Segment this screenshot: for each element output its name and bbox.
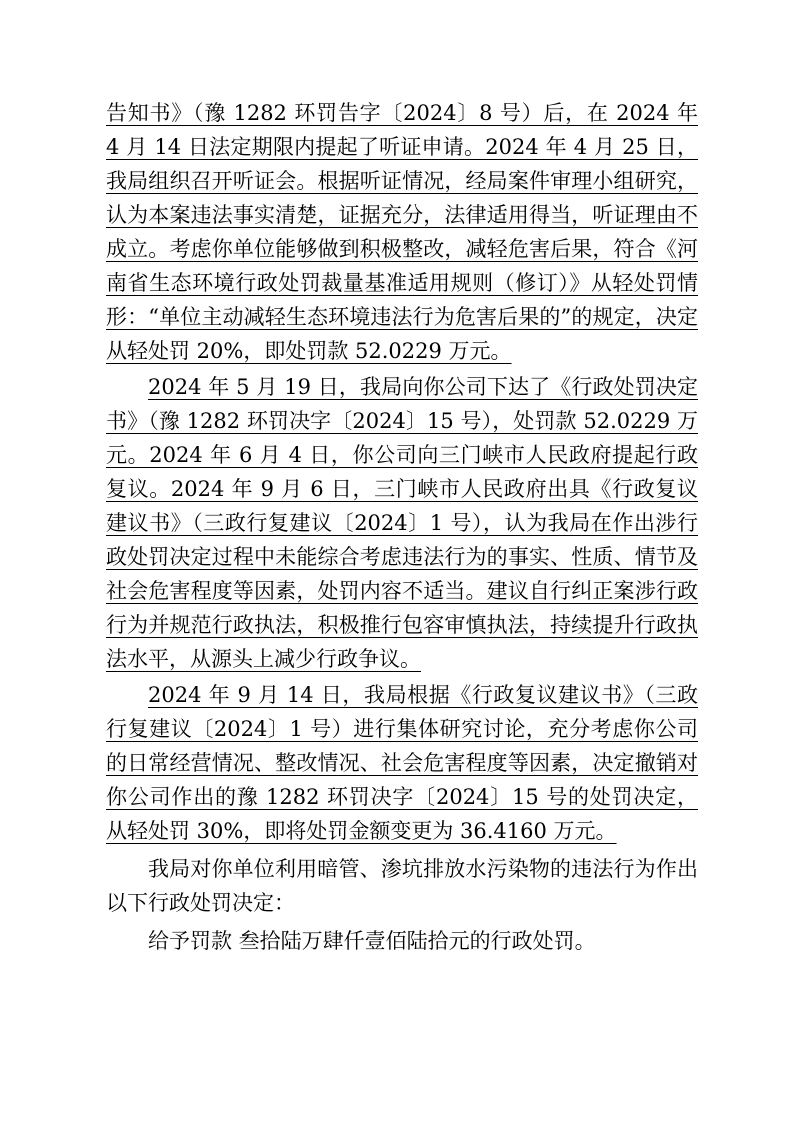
paragraph-revised-decision-text: 2024 年 9 月 14 日，我局根据《行政复议建议书》（三政行复建议〔2024〕1 号）进行集体研究讨论，充分考虑你公司的日常经营情况、整改情况、社会危害程度等因素，决定撤销对你公司作出的豫 1282 环罚决字〔2024〕15 号的处罚决定，从轻处罚 30%，即将处罚金额变更为 36.4160 万元。 [106,683,698,843]
paragraph-violation-statement [106,852,698,920]
paragraph-revised-decision [106,678,698,848]
paragraph-penalty-decision-text: 2024 年 5 月 19 日，我局向你公司下达了《行政处罚决定书》（豫 1282 环罚决字〔2024〕15 号），处罚款 52.0229 万元。2024 年 6 月 4 日，你公司向三门峡市人民政府提起行政复议。2024 年 9 月 6 日，三门峡市人民政府出具《行政复议建议书》（三政行复建议〔2024〕1 号），认为我局在作出涉行政处罚决定过程中未能综合考虑违法行为的事实、性质、情节及社会危害程度等因素，处罚内容不适当。建议自行纠正案涉行政行为并规范行政执法，积极推行包容审慎执法，持续提升行政执法水平，从源头上减少行政争议。 [106,375,698,671]
paragraph-hearing-result-text: 告知书》（豫 1282 环罚告字〔2024〕8 号）后，在 2024 年 4 月 14 日法定期限内提起了听证申请。2024 年 4 月 25 日，我局组织召开听证会。根据听证情况，经局案件审理小组研究，认为本案违法事实清楚，证据充分，法律适用得当，听证理由不成立。考虑你单位能够做到积极整改，减轻危害后果，符合《河南省生态环境行政处罚裁量基准适用规则（修订）》从轻处罚情形：“单位主动减轻生态环境违法行为危害后果的”的规定，决定从轻处罚 20%，即处罚款 52.0229 万元。 [106,101,698,363]
paragraph-fine-amount-text: 给予罚款 叁拾陆万肆仟壹佰陆拾元的行政处罚。 [148,929,596,953]
paragraph-penalty-decision [106,370,698,676]
paragraph-violation-statement-text: 我局对你单位利用暗管、渗坑排放水污染物的违法行为作出以下行政处罚决定： [106,857,698,915]
paragraph-hearing-result [106,96,698,368]
paragraph-fine-amount [106,924,698,958]
document-page [106,96,698,958]
